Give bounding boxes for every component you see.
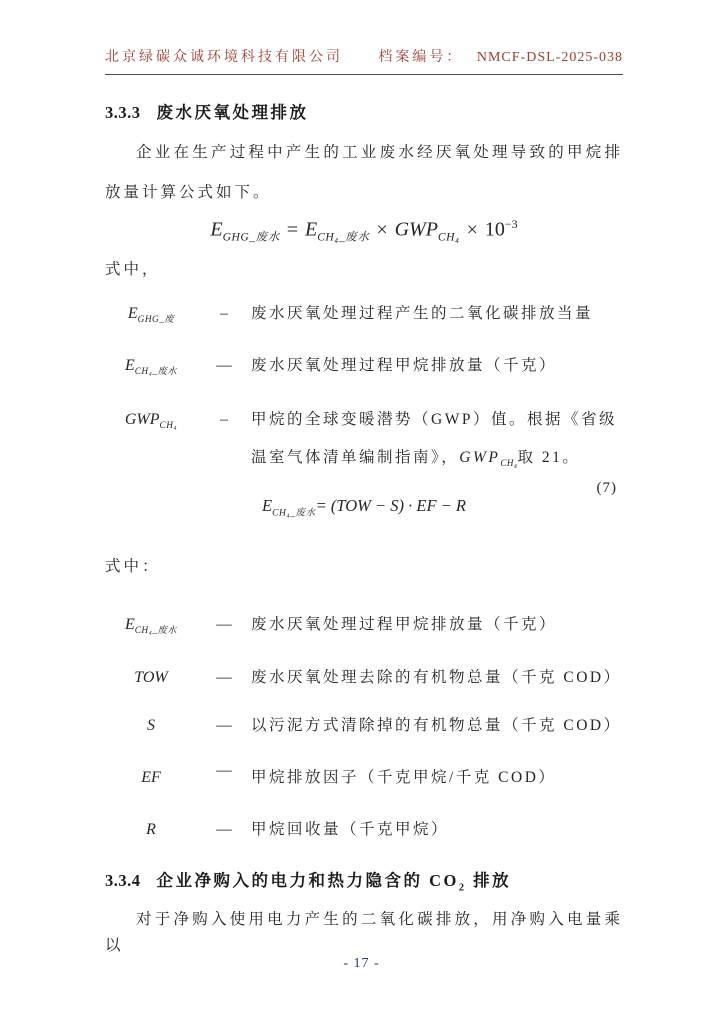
archive-number-label: 档案编号：: [378, 50, 464, 65]
definition-row: [105, 713, 623, 735]
symbol: [105, 769, 197, 787]
co2-subscript: 2: [458, 881, 467, 893]
paragraph-intro: 企业在生产过程中产生的工业废水经厌氧处理导致的甲烷排放量计算公式如下。: [105, 144, 623, 201]
section-heading-334: [105, 867, 623, 893]
gwp-line2-text: 温室气体清单编制指南》，: [251, 449, 460, 467]
gwp-line2-value: 取 21。: [517, 449, 581, 467]
formula-ghg-wastewater: [105, 217, 623, 245]
multiply-operator: ×: [466, 218, 478, 241]
symbol-base: S: [147, 716, 155, 734]
symbol-base: TOW: [134, 668, 168, 686]
equals-operator: =: [286, 218, 298, 241]
definition-dash: —: [216, 616, 232, 634]
symbol: [105, 305, 197, 325]
formula-superscript: −3: [504, 217, 518, 231]
definition-text: 以污泥方式清除掉的有机物总量（千克 COD）: [251, 716, 622, 734]
document-number: NMCF-DSL-2025-038: [476, 50, 623, 65]
formula-ch4-wastewater: [105, 480, 623, 519]
definition-row: [105, 612, 623, 636]
formula-subscript: CH₄_废水: [317, 230, 370, 244]
definition-text: 甲烷回收量（千克甲烷）: [251, 820, 450, 838]
section-number: 3.3.4: [105, 870, 141, 890]
formula-term: E: [210, 218, 223, 241]
definition-text: [251, 401, 617, 482]
symbol-base: R: [146, 820, 156, 838]
section-heading-333: [105, 99, 623, 123]
definition-row: [105, 817, 623, 839]
definition-dash: –: [220, 304, 228, 322]
paragraph-electricity: 对于净购入使用电力产生的二氧化碳排放，用净购入电量乘以: [105, 910, 623, 954]
formula-subscript: CH₄_废水: [272, 507, 316, 519]
section-title: [156, 870, 512, 893]
symbol: [105, 357, 197, 377]
company-name: 北京绿碳众诚环境科技有限公司: [105, 50, 343, 65]
symbol-base: GWP: [124, 411, 160, 429]
section-title-suffix: 排放: [466, 870, 512, 890]
section-title: 废水厌氧处理排放: [156, 103, 309, 122]
definition-row: [105, 761, 623, 787]
definition-row: [105, 353, 623, 377]
symbol-subscript: GHG_废: [137, 314, 175, 325]
symbol-base: E: [124, 616, 135, 634]
symbol: [105, 401, 197, 445]
symbol-subscript: CH₄_废水: [134, 626, 178, 637]
gwp-definition-line2: [251, 439, 617, 482]
formula-subscript: CH₄: [437, 230, 460, 244]
definition-dash: —: [216, 356, 232, 374]
definition-row: [105, 301, 623, 325]
symbol-base: EF: [141, 768, 161, 786]
symbol-base: E: [124, 356, 135, 374]
page-number: - 17 -: [343, 956, 380, 971]
symbol-subscript: CH₄_废水: [134, 367, 178, 378]
formula-intro-1: 式中，: [105, 260, 161, 278]
symbol: [105, 821, 197, 839]
definition-row: [105, 665, 623, 687]
formula-term: 10: [484, 218, 505, 241]
symbol: [105, 717, 197, 735]
section-number: 3.3.3: [105, 103, 141, 122]
gwp-definition-line1: 甲烷的全球变暖潜势（GWP）值。根据《省级: [251, 411, 617, 429]
definition-row-gwp: [105, 401, 623, 482]
definition-dash: —: [216, 668, 232, 686]
archive-number-block: [378, 46, 623, 66]
definition-dash: —: [216, 716, 232, 734]
definition-text: 废水厌氧处理过程产生的二氧化碳排放当量: [251, 304, 594, 322]
definition-text: 甲烷排放因子（千克甲烷/千克 COD）: [251, 768, 557, 786]
symbol: [105, 669, 197, 687]
definition-dash: —: [216, 820, 232, 838]
formula-term: E: [304, 218, 318, 241]
formula-term: GWP: [394, 218, 438, 241]
definition-text: 废水厌氧处理去除的有机物总量（千克 COD）: [251, 668, 622, 686]
definition-text: 废水厌氧处理过程甲烷排放量（千克）: [251, 356, 558, 374]
inline-symbol-subscript: CH₄: [500, 458, 518, 469]
formula-intro-2: 式中：: [105, 558, 161, 576]
formula-rhs: = (TOW − S) · EF − R: [315, 496, 467, 516]
equation-number: (7): [596, 480, 617, 497]
definition-dash: —: [216, 761, 232, 779]
formula-term: E: [261, 496, 273, 516]
inline-symbol-base: GWP: [459, 449, 501, 467]
definition-dash: –: [220, 411, 228, 429]
symbol-base: E: [127, 304, 138, 322]
definition-text: 废水厌氧处理过程甲烷排放量（千克）: [251, 616, 558, 634]
section-title-text: 企业净购入的电力和热力隐含的 CO: [156, 870, 459, 890]
formula-subscript: GHG_废水: [222, 230, 280, 244]
symbol: [105, 616, 197, 636]
symbol-subscript: CH₄: [159, 421, 178, 432]
multiply-operator: ×: [376, 218, 388, 241]
page-header: [105, 46, 623, 75]
